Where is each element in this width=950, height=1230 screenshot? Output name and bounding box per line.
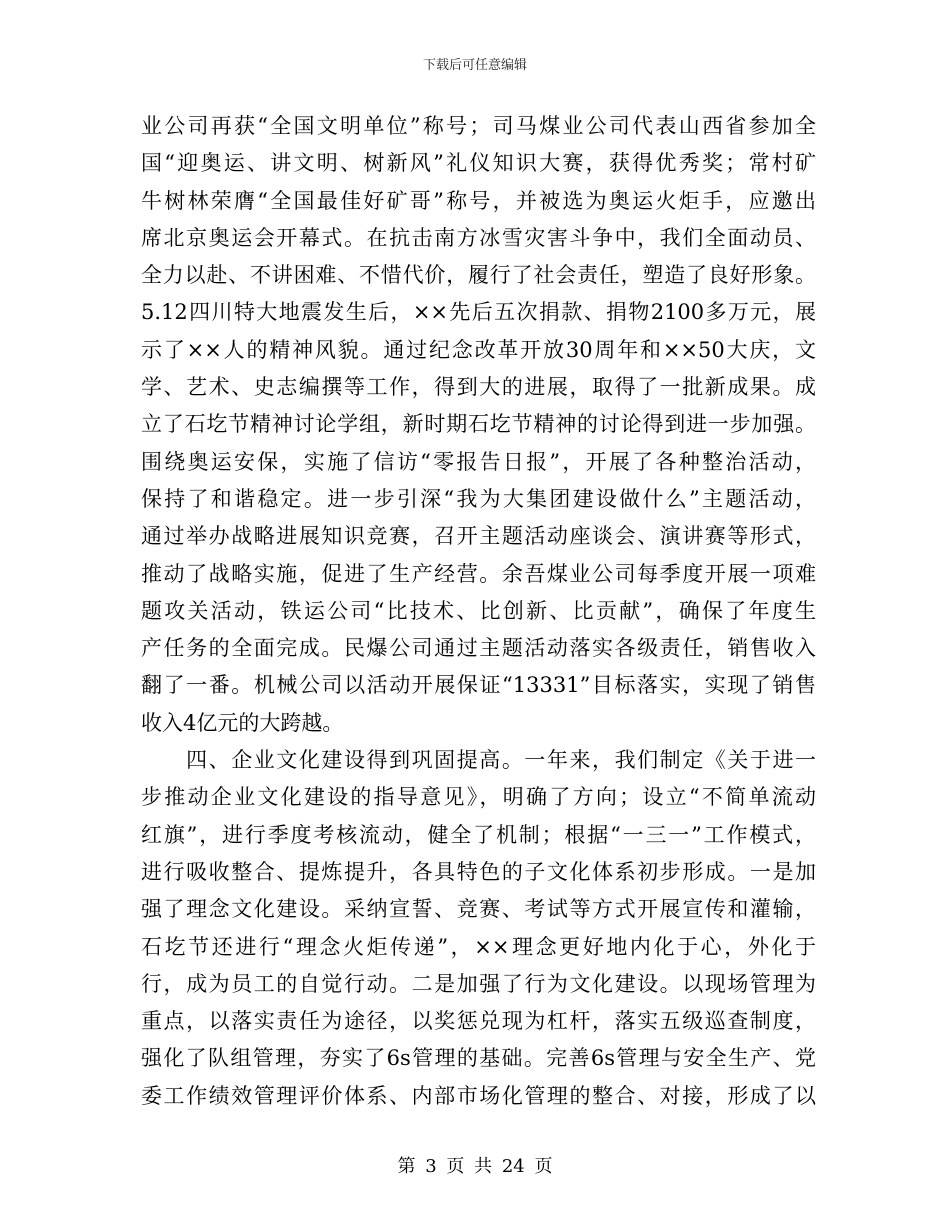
- text-line: 示了××人的精神风貌。通过纪念改革开放30周年和××50大庆，文: [141, 337, 816, 362]
- text-line: 红旗”，进行季度考核流动，健全了机制；根据“一三一”工作模式，: [141, 822, 816, 847]
- text-line: 推动了战略实施，促进了生产经营。余吾煤业公司每季度开展一项难: [141, 561, 816, 586]
- text-line: 围绕奥运安保，实施了信访“零报告日报”，开展了各种整治活动，: [141, 449, 816, 474]
- page-number-footer: 第 3 页 共 24 页: [397, 1156, 553, 1177]
- text-line: 全力以赴、不讲困难、不惜代价，履行了社会责任，塑造了良好形象。: [141, 263, 816, 288]
- text-line: 翻了一番。机械公司以活动开展保证“13331”目标落实，实现了销售: [141, 673, 816, 698]
- page-header: 下载后可任意编辑: [422, 58, 527, 73]
- text-line: 业公司再获“全国文明单位”称号；司马煤业公司代表山西省参加全: [141, 114, 816, 138]
- text-line: 石圪节还进行“理念火炬传递”，××理念更好地内化于心，外化于: [141, 934, 816, 959]
- text-line: 产任务的全面完成。民爆公司通过主题活动落实各级责任，销售收入: [141, 636, 816, 661]
- text-line: 强化了队组管理，夯实了6s管理的基础。完善6s管理与安全生产、党: [141, 1046, 816, 1071]
- text-line: 5.12四川特大地震发生后，××先后五次捐款、捐物2100多万元，展: [141, 300, 816, 325]
- text-line: 牛树林荣膺“全国最佳好矿哥”称号，并被选为奥运火炬手，应邀出: [141, 188, 816, 213]
- text-line: 进行吸收整合、提炼提升，各具特色的子文化体系初步形成。一是加: [141, 859, 816, 884]
- text-line: 保持了和谐稳定。进一步引深“我为大集团建设做什么”主题活动，: [141, 486, 816, 511]
- text-line: 强了理念文化建设。采纳宣誓、竞赛、考试等方式开展宣传和灌输，: [141, 897, 816, 922]
- text-line: 国“迎奥运、讲文明、树新风”礼仪知识大赛，获得优秀奖；常村矿: [141, 151, 816, 176]
- text-line: 席北京奥运会开幕式。在抗击南方冰雪灾害斗争中，我们全面动员、: [141, 225, 816, 250]
- text-line: 学、艺术、史志编撰等工作，得到大的进展，取得了一批新成果。成: [141, 375, 816, 400]
- text-line: 收入4亿元的大跨越。: [141, 710, 344, 735]
- text-line: 立了石圪节精神讨论学组，新时期石圪节精神的讨论得到进一步加强。: [141, 412, 816, 437]
- document-body: [141, 108, 816, 1115]
- text-line: 步推动企业文化建设的指导意见》，明确了方向；设立“不简单流动: [141, 785, 816, 810]
- text-line: 通过举办战略进展知识竞赛，召开主题活动座谈会、演讲赛等形式，: [141, 524, 816, 549]
- text-line: 重点，以落实责任为途径，以奖惩兑现为杠杆，落实五级巡查制度，: [141, 1009, 816, 1034]
- text-line: 委工作绩效管理评价体系、内部市场化管理的整合、对接，形成了以: [141, 1083, 816, 1108]
- text-line: 题攻关活动，铁运公司“比技术、比创新、比贡献”，确保了年度生: [141, 598, 816, 623]
- paragraph-start-line: 四、企业文化建设得到巩固提高。一年来，我们制定《关于进一: [141, 748, 816, 773]
- text-line: 行，成为员工的自觉行动。二是加强了行为文化建设。以现场管理为: [141, 971, 816, 996]
